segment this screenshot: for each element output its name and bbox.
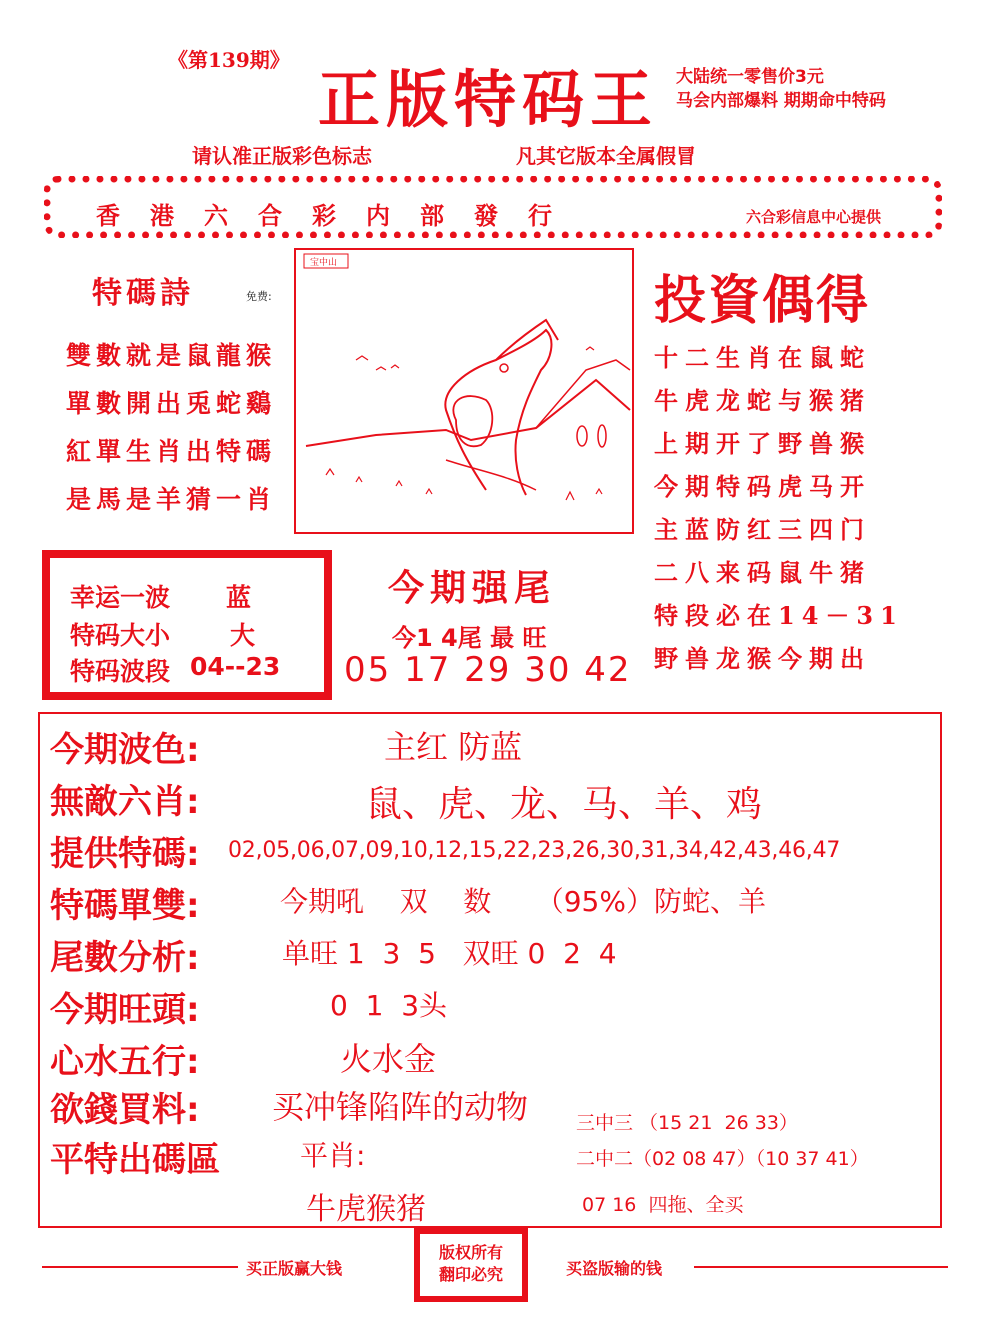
row-value: 火水金 — [340, 1040, 437, 1078]
row-label: 平特出碼區 — [50, 1140, 220, 1180]
poem-line: 是馬是羊猜一肖 — [66, 485, 277, 514]
stamp-text: 宝中山 — [310, 258, 338, 268]
prediction-line: 十二生肖在鼠蛇 — [654, 343, 871, 372]
strong-tail-title: 今期强尾 — [388, 568, 557, 609]
investment-title: 投資偶得 — [654, 270, 871, 331]
prediction-line: 今期特码虎马开 — [654, 472, 871, 501]
row-label: 心水五行: — [50, 1042, 200, 1082]
counterfeit-notice: 凡其它版本全属假冒 — [516, 144, 696, 168]
footer-left-slogan: 买正版赢大钱 — [246, 1259, 343, 1278]
row-value: 主红 防蓝 — [384, 728, 523, 766]
luck-value: 04--23 — [190, 652, 281, 681]
prediction-line: 二八来码鼠牛猪 — [654, 558, 871, 587]
free-label: 免费: — [246, 290, 272, 303]
footer-divider-left — [42, 1266, 238, 1268]
row-label: 尾數分析: — [50, 938, 200, 978]
row-value: 鼠、虎、龙、马、羊、鸡 — [366, 784, 763, 825]
row-value: 今期吼 双 数 （95%）防蛇、羊 — [280, 885, 766, 918]
row-label: 今期波色: — [50, 730, 200, 770]
issue-number: 《第139期》 — [168, 48, 290, 72]
poem-line: 雙數就是鼠龍猴 — [66, 341, 277, 370]
combo-two: 二中二（02 08 47）（10 37 41） — [576, 1148, 869, 1170]
footer-right-slogan: 买盗版输的钱 — [566, 1259, 663, 1278]
poem-line: 紅單生肖出特碼 — [66, 437, 277, 466]
row-value: 0 1 3头 — [330, 989, 448, 1022]
poem-title: 特碼詩 — [92, 276, 194, 311]
page-title: 正版特码王 — [318, 63, 659, 136]
luck-label: 幸运一波 — [70, 583, 171, 612]
prediction-line: 牛虎龙蛇与猴猪 — [654, 386, 871, 415]
strong-tail-subtitle: 今1 4尾 最 旺 — [392, 624, 547, 652]
flat-zodiac: 牛虎猴猪 — [306, 1192, 426, 1227]
poem-line: 單數開出兎蛇鷄 — [66, 389, 277, 418]
issuer-text: 香港六合彩内部發行 — [96, 201, 582, 230]
row-label: 提供特碼: — [50, 834, 200, 874]
row-value: 平肖: — [300, 1139, 366, 1172]
row-label: 欲錢買料: — [50, 1090, 200, 1130]
strong-tail-numbers: 05 17 29 30 42 — [344, 650, 632, 690]
row-value: 单旺 1 3 5 双旺 0 2 4 — [282, 937, 617, 970]
footer-divider-right — [694, 1266, 948, 1268]
authentic-notice: 请认准正版彩色标志 — [192, 144, 372, 168]
slogan-note: 马会内部爆料 期期命中特码 — [676, 91, 886, 111]
row-value: 02,05,06,07,09,10,12,15,22,23,26,30,31,34,42,43,46,47 — [228, 838, 841, 863]
row-label: 特碼單雙: — [50, 886, 200, 926]
luck-value: 大 — [230, 621, 256, 650]
luck-value: 蓝 — [226, 583, 252, 612]
prediction-line: 主蓝防红三四门 — [654, 515, 871, 544]
prediction-line: 野兽龙猴今期出 — [654, 644, 871, 673]
copyright-stamp — [414, 1228, 528, 1302]
combo-drag: 07 16 四拖、全买 — [582, 1194, 744, 1216]
row-label: 今期旺頭: — [50, 990, 200, 1030]
prediction-line: 上期开了野兽猴 — [654, 429, 871, 458]
row-label: 無敵六肖: — [50, 782, 200, 822]
luck-label: 特码波段 — [70, 657, 171, 686]
row-value: 买冲锋陷阵的动物 — [272, 1088, 529, 1126]
landscape-illustration — [296, 250, 632, 532]
combo-three: 三中三 （15 21 26 33） — [576, 1112, 798, 1134]
issuer-source: 六合彩信息中心提供 — [746, 208, 882, 226]
copyright-line: 版权所有 — [438, 1243, 503, 1262]
illustration-frame — [294, 248, 634, 534]
copyright-line: 翻印必究 — [438, 1265, 503, 1284]
luck-label: 特码大小 — [70, 621, 171, 650]
price-note: 大陆统一零售价3元 — [676, 67, 824, 87]
prediction-line: 特段必在14－31 — [654, 601, 904, 630]
